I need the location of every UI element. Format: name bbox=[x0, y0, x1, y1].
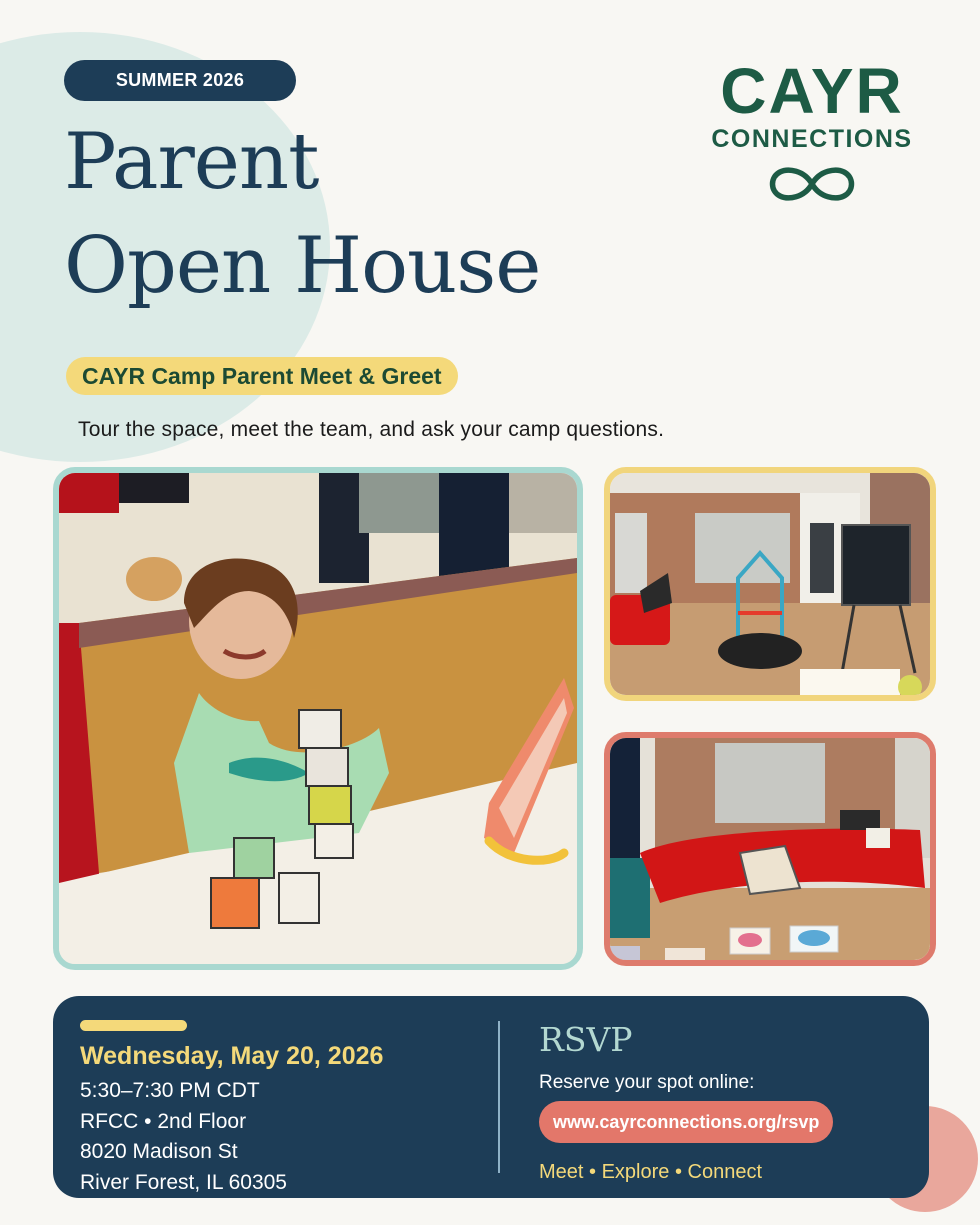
event-date: Wednesday, May 20, 2026 bbox=[80, 1042, 384, 1070]
page-title bbox=[64, 110, 540, 318]
event-info-card bbox=[53, 996, 929, 1198]
rsvp-link[interactable]: www.cayrconnections.org/rsvp bbox=[539, 1101, 833, 1143]
card-accent-bar bbox=[80, 1020, 187, 1031]
child-playing-illustration bbox=[59, 473, 577, 964]
playroom-illustration bbox=[610, 473, 930, 695]
photo-lounge bbox=[604, 732, 936, 966]
photo-playroom bbox=[604, 467, 936, 701]
event-street: 8020 Madison St bbox=[80, 1140, 238, 1163]
rsvp-heading: RSVP bbox=[539, 1020, 633, 1059]
cayr-connections-logo bbox=[690, 55, 934, 206]
logo-main-text: CAYR bbox=[720, 55, 904, 127]
season-badge: SUMMER 2026 bbox=[64, 60, 296, 101]
event-details bbox=[80, 1076, 287, 1198]
event-time: 5:30–7:30 PM CDT bbox=[80, 1079, 260, 1102]
event-venue: RFCC • 2nd Floor bbox=[80, 1109, 247, 1133]
infinity-icon bbox=[764, 162, 860, 206]
photo-child-playing bbox=[53, 467, 583, 970]
rsvp-label: Reserve your spot online: bbox=[539, 1072, 755, 1093]
title-line-1: Parent bbox=[64, 117, 319, 207]
lounge-illustration bbox=[610, 738, 930, 960]
event-tagline: Tour the space, meet the team, and ask your camp questions. bbox=[78, 418, 665, 441]
logo-sub-text: CONNECTIONS bbox=[711, 125, 913, 153]
card-divider bbox=[498, 1021, 500, 1173]
event-city: River Forest, IL 60305 bbox=[80, 1170, 287, 1194]
event-subtitle: CAYR Camp Parent Meet & Greet bbox=[66, 357, 458, 395]
title-line-2: Open House bbox=[64, 221, 541, 311]
rsvp-slogan: Meet • Explore • Connect bbox=[539, 1161, 762, 1183]
